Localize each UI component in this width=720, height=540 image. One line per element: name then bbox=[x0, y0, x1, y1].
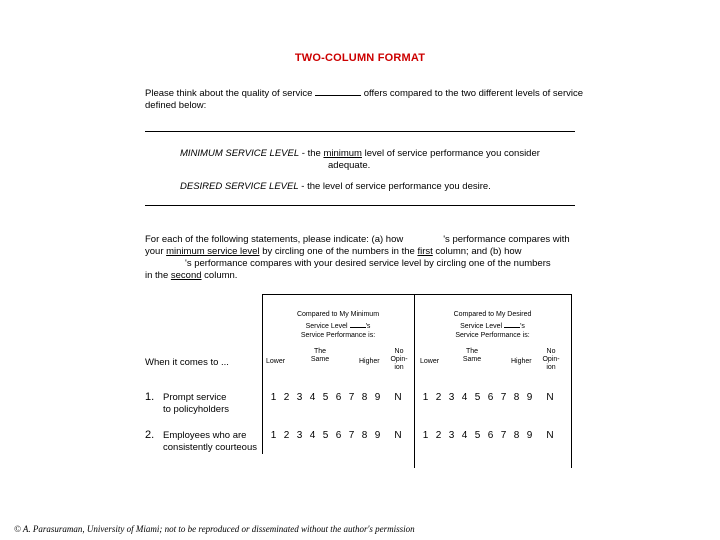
des-scale-same-1: The bbox=[465, 348, 479, 355]
des-no-2: Opin- bbox=[542, 356, 560, 363]
table-right-border bbox=[571, 294, 572, 468]
scale-option[interactable]: 2 bbox=[435, 392, 442, 403]
min-scale-no-opinion bbox=[387, 348, 411, 372]
scale-option[interactable]: 1 bbox=[270, 430, 277, 441]
instr-underline-1: minimum service level bbox=[166, 246, 260, 257]
scale-option[interactable]: 6 bbox=[335, 430, 342, 441]
desired-definition bbox=[180, 181, 491, 193]
instr-text-4: by circling one of the numbers in the bbox=[259, 246, 418, 257]
scale-option[interactable]: 8 bbox=[513, 430, 520, 441]
table-top-border bbox=[262, 294, 572, 295]
instr-text-2: 's performance compares bbox=[443, 234, 551, 245]
page-title: TWO-COLUMN FORMAT bbox=[294, 52, 426, 64]
desired-header-blank bbox=[504, 319, 520, 328]
scale-option[interactable]: 7 bbox=[348, 392, 355, 403]
desired-column-header bbox=[414, 310, 571, 340]
scale-option[interactable]: 6 bbox=[487, 392, 494, 403]
min-no-2: Opin- bbox=[390, 356, 408, 363]
company-blank bbox=[315, 86, 361, 96]
minimum-header-line-1: Compared to My Minimum bbox=[296, 311, 380, 318]
instructions-paragraph bbox=[145, 234, 577, 282]
min-no-1: No bbox=[394, 348, 404, 355]
des-scale-same-2: Same bbox=[462, 356, 482, 363]
scale-option[interactable]: 8 bbox=[513, 392, 520, 403]
scale-option[interactable]: 5 bbox=[322, 392, 329, 403]
item-2-desired-scale bbox=[419, 430, 564, 441]
scale-option[interactable]: 4 bbox=[461, 392, 468, 403]
minimum-header-blank bbox=[350, 319, 366, 328]
divider-middle bbox=[145, 205, 575, 206]
des-scale-same bbox=[458, 348, 486, 364]
scale-option[interactable]: 3 bbox=[296, 430, 303, 441]
scale-option[interactable]: 7 bbox=[500, 392, 507, 403]
scale-option[interactable]: 3 bbox=[296, 392, 303, 403]
scale-option[interactable]: 3 bbox=[448, 392, 455, 403]
intro-text-1: Please think about the quality of service bbox=[145, 88, 313, 99]
minimum-header-line-2b: 's bbox=[365, 323, 371, 330]
min-scale-same bbox=[306, 348, 334, 364]
instr-text-3: with your bbox=[145, 234, 570, 257]
no-opinion-option[interactable]: N bbox=[546, 392, 554, 403]
min-scale-lower: Lower bbox=[266, 358, 286, 365]
item-2-minimum-scale bbox=[267, 430, 412, 441]
minimum-term: MINIMUM SERVICE LEVEL bbox=[180, 148, 300, 159]
no-opinion-option[interactable]: N bbox=[394, 392, 402, 403]
scale-option[interactable]: 6 bbox=[335, 392, 342, 403]
scale-option[interactable]: 6 bbox=[487, 430, 494, 441]
scale-option[interactable]: 1 bbox=[422, 430, 429, 441]
copyright-footer: © A. Parasuraman, University of Miami; not to be reproduced or disseminated without the author's permission bbox=[14, 524, 415, 534]
minimum-definition bbox=[180, 148, 540, 172]
when-label: When it comes to ... bbox=[145, 357, 229, 368]
desired-header-line-2a: Service Level bbox=[460, 323, 503, 330]
scale-option[interactable]: 2 bbox=[283, 392, 290, 403]
minimum-underlined: minimum bbox=[323, 148, 362, 159]
scale-option[interactable]: 4 bbox=[461, 430, 468, 441]
item-2-line-2: consistently courteous bbox=[163, 442, 257, 453]
scale-option[interactable]: 7 bbox=[348, 430, 355, 441]
scale-option[interactable]: 9 bbox=[526, 392, 533, 403]
scale-option[interactable]: 1 bbox=[422, 392, 429, 403]
scale-option[interactable]: 7 bbox=[500, 430, 507, 441]
des-scale-no-opinion bbox=[539, 348, 563, 372]
desired-header-line-2b: 's bbox=[520, 323, 525, 330]
desired-header-line-3: Service Performance is: bbox=[455, 332, 530, 339]
instr-text-6: 's performance compares with your desired service level by circling one of the numbers bbox=[185, 258, 551, 269]
item-1-number: 1. bbox=[145, 391, 155, 403]
des-no-3: ion bbox=[546, 364, 556, 371]
minimum-header-line-3: Service Performance is: bbox=[300, 332, 376, 339]
min-scale-same-1: The bbox=[313, 348, 327, 355]
scale-option[interactable]: 2 bbox=[283, 430, 290, 441]
no-opinion-option[interactable]: N bbox=[546, 430, 554, 441]
min-scale-higher: Higher bbox=[359, 358, 380, 365]
scale-option[interactable]: 5 bbox=[474, 392, 481, 403]
minimum-column-header bbox=[262, 310, 414, 340]
scale-option[interactable]: 9 bbox=[526, 430, 533, 441]
scale-option[interactable]: 9 bbox=[374, 430, 381, 441]
instr-text-5: column; and (b) how bbox=[432, 246, 522, 257]
item-2-number: 2. bbox=[145, 429, 155, 441]
scale-option[interactable]: 4 bbox=[309, 430, 316, 441]
scale-option[interactable]: 5 bbox=[474, 430, 481, 441]
scale-option[interactable]: 1 bbox=[270, 392, 277, 403]
minimum-text-1: - the bbox=[299, 148, 324, 159]
min-no-3: ion bbox=[394, 364, 404, 371]
divider-top bbox=[145, 131, 575, 132]
scale-option[interactable]: 4 bbox=[309, 392, 316, 403]
scale-option[interactable]: 8 bbox=[361, 392, 368, 403]
des-scale-lower: Lower bbox=[420, 358, 440, 365]
instr-underline-2: first bbox=[417, 246, 433, 257]
scale-option[interactable]: 8 bbox=[361, 430, 368, 441]
scale-option[interactable]: 2 bbox=[435, 430, 442, 441]
minimum-header-line-2a: Service Level bbox=[305, 323, 348, 330]
intro-paragraph bbox=[145, 86, 585, 112]
item-1-line-1: Prompt service bbox=[163, 392, 227, 403]
scale-option[interactable]: 3 bbox=[448, 430, 455, 441]
item-1-desired-scale bbox=[419, 392, 564, 403]
item-2-line-1: Employees who are bbox=[163, 430, 247, 441]
minimum-text-3: adequate. bbox=[328, 160, 371, 171]
desired-text: - the level of service performance you desire. bbox=[298, 181, 491, 192]
instr-underline-3: second bbox=[170, 270, 202, 281]
minimum-text-2: level of service performance you consider bbox=[361, 148, 540, 159]
desired-term: DESIRED SERVICE LEVEL bbox=[180, 181, 299, 192]
instr-text-7: in the bbox=[145, 270, 171, 281]
min-scale-same-2: Same bbox=[310, 356, 330, 363]
instr-text-8: column. bbox=[201, 270, 238, 281]
item-1-text bbox=[163, 392, 229, 416]
no-opinion-option[interactable]: N bbox=[394, 430, 402, 441]
des-scale-higher: Higher bbox=[511, 358, 532, 365]
intro-text-2: offers compared to the two different levels of service defined below: bbox=[145, 88, 584, 111]
scale-option[interactable]: 9 bbox=[374, 392, 381, 403]
scale-option[interactable]: 5 bbox=[322, 430, 329, 441]
instr-text-1: For each of the following statements, please indicate: (a) how bbox=[145, 234, 404, 245]
des-no-1: No bbox=[546, 348, 556, 355]
desired-header-line-1: Compared to My Desired bbox=[453, 311, 532, 318]
item-1-line-2: to policyholders bbox=[163, 404, 230, 415]
item-2-text bbox=[163, 430, 257, 454]
item-1-minimum-scale bbox=[267, 392, 412, 403]
